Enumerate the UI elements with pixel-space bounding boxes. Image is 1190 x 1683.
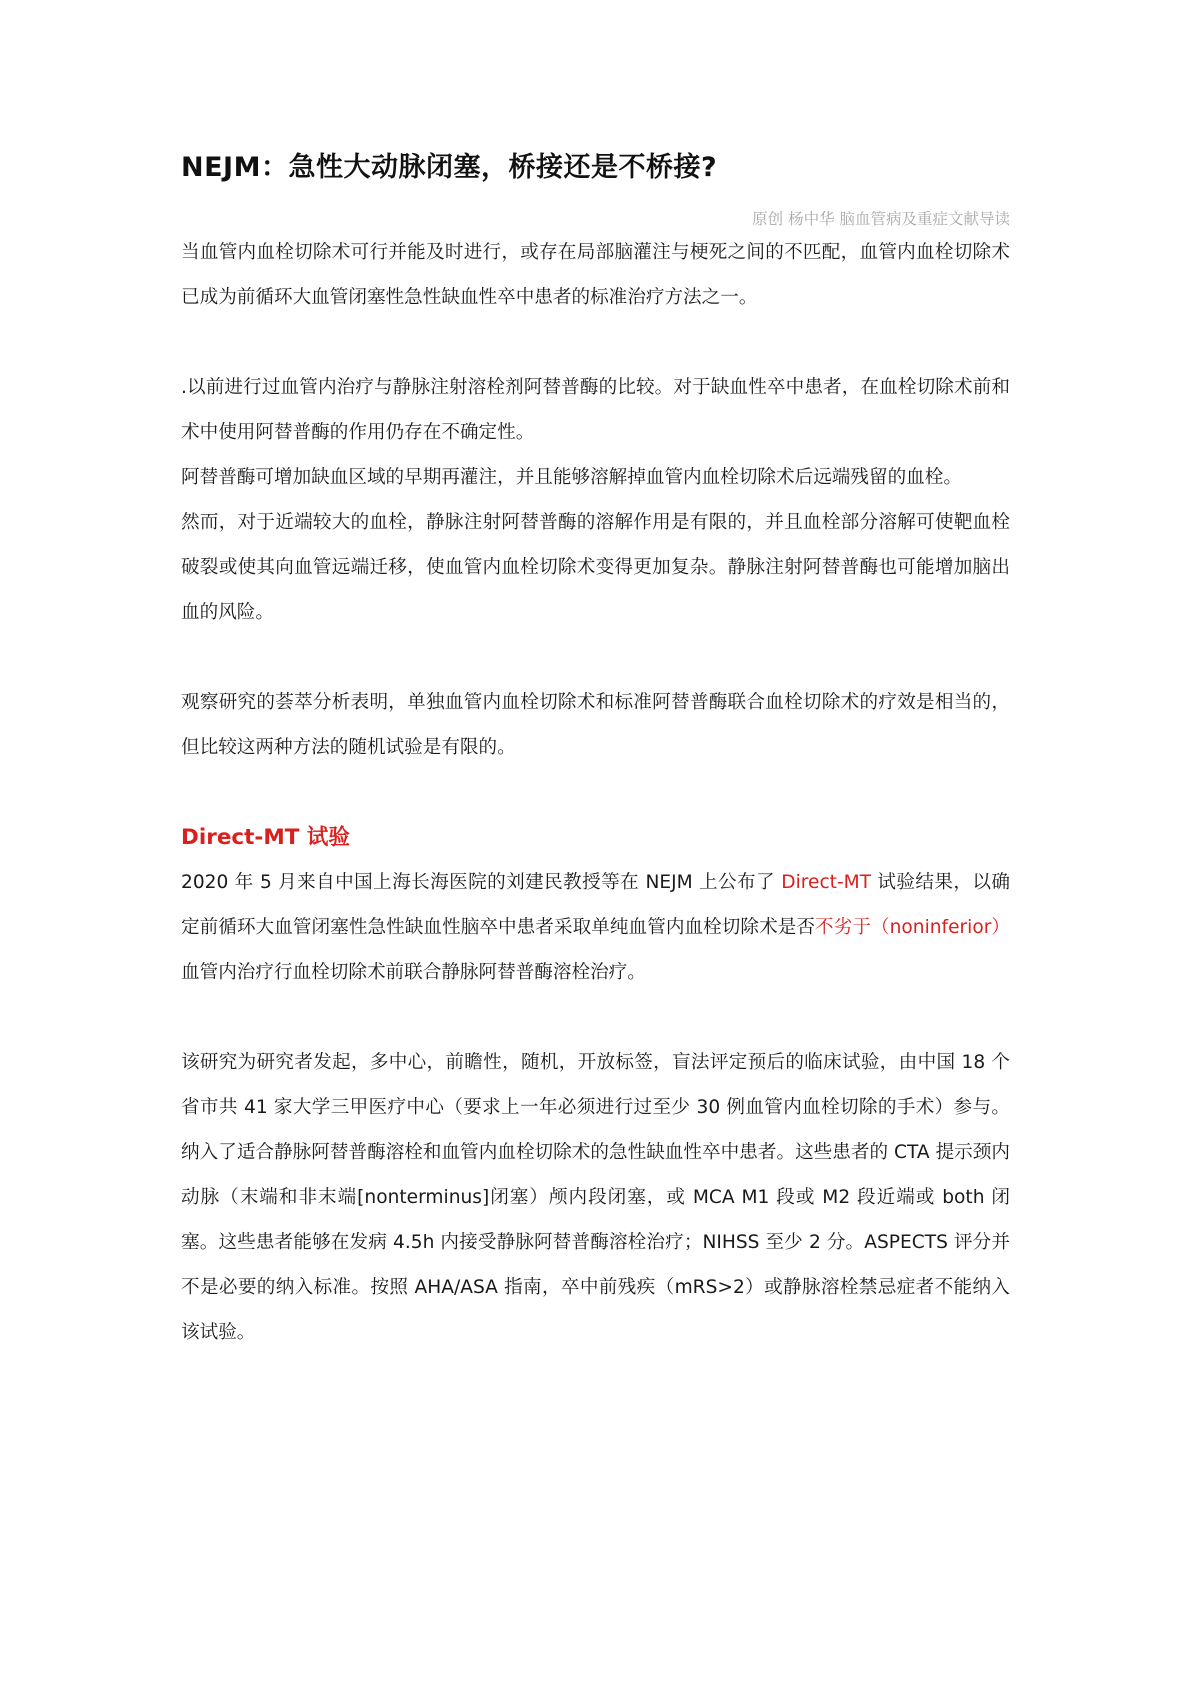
highlight-direct-mt: Direct-MT [781,872,872,893]
paragraph-text-segment: 血管内治疗行血栓切除术前联合静脉阿替普酶溶栓治疗。 [181,962,646,983]
paragraph-spacer [181,995,1010,1040]
paragraph-spacer [181,320,1010,365]
paragraph-text-segment: 试验结果，以确定前循环大血管闭塞性急性缺血性脑卒中患者采取单纯血管内血栓切除术是否 [181,872,1010,938]
section-heading-direct-mt: Direct-MT 试验 [181,825,350,850]
paragraph-intro: 当血管内血栓切除术可行并能及时进行，或存在局部脑灌注与梗死之间的不匹配，血管内血栓切除术已成为前循环大血管闭塞性急性缺血性卒中患者的标准治疗方法之一。 [181,242,1010,308]
article-title: NEJM：急性大动脉闭塞，桥接还是不桥接? [181,152,718,183]
paragraph-prior-comparison: .以前进行过血管内治疗与静脉注射溶栓剂阿替普酶的比较。对于缺血性卒中患者，在血栓切除术前和术中使用阿替普酶的作用仍存在不确定性。 [181,377,1010,443]
paragraph-meta-analysis: 观察研究的荟萃分析表明，单独血管内血栓切除术和标准阿替普酶联合血栓切除术的疗效是相当的，但比较这两种方法的随机试验是有限的。 [181,692,1010,758]
paragraph-alteplase-limits: 然而，对于近端较大的血栓，静脉注射阿替普酶的溶解作用是有限的，并且血栓部分溶解可使靶血栓破裂或使其向血管远端迁移，使血管内血栓切除术变得更加复杂。静脉注射阿替普酶也可能增加脑出血的风险。 [181,512,1010,623]
paragraph-direct-mt-intro [181,860,1010,995]
paragraph-study-design: 该研究为研究者发起，多中心，前瞻性，随机，开放标签，盲法评定预后的临床试验，由中国 18 个省市共 41 家大学三甲医疗中心（要求上一年必须进行过至少 30 例血管内血栓切除的手术）参与。纳入了适合静脉阿替普酶溶栓和血管内血栓切除术的急性缺血性卒中患者。这些患者的 CTA 提示颈内动脉（末端和非末端[nonterminus]闭塞）颅内段闭塞，或 MCA M1 段或 M2 段近端或 both 闭塞。这些患者能够在发病 4.5h 内接受静脉阿替普酶溶栓治疗；NIHSS 至少 2 分。ASPECTS 评分并不是必要的纳入标准。按照 AHA/ASA 指南，卒中前残疾（mRS>2）或静脉溶栓禁忌症者不能纳入该试验。 [181,1052,1010,1343]
highlight-noninferior: 不劣于（noninferior） [815,917,1010,938]
paragraph-spacer [181,770,1010,815]
article-body [181,148,1010,1355]
paragraph-spacer [181,635,1010,680]
paragraph-alteplase-benefit: 阿替普酶可增加缺血区域的早期再灌注，并且能够溶解掉血管内血栓切除术后远端残留的血栓。 [181,467,962,488]
article-byline: 原创 杨中华 脑血管病及重症文献导读 [752,210,1010,228]
paragraph-text-segment: 2020 年 5 月来自中国上海长海医院的刘建民教授等在 NEJM 上公布了 [181,872,782,893]
